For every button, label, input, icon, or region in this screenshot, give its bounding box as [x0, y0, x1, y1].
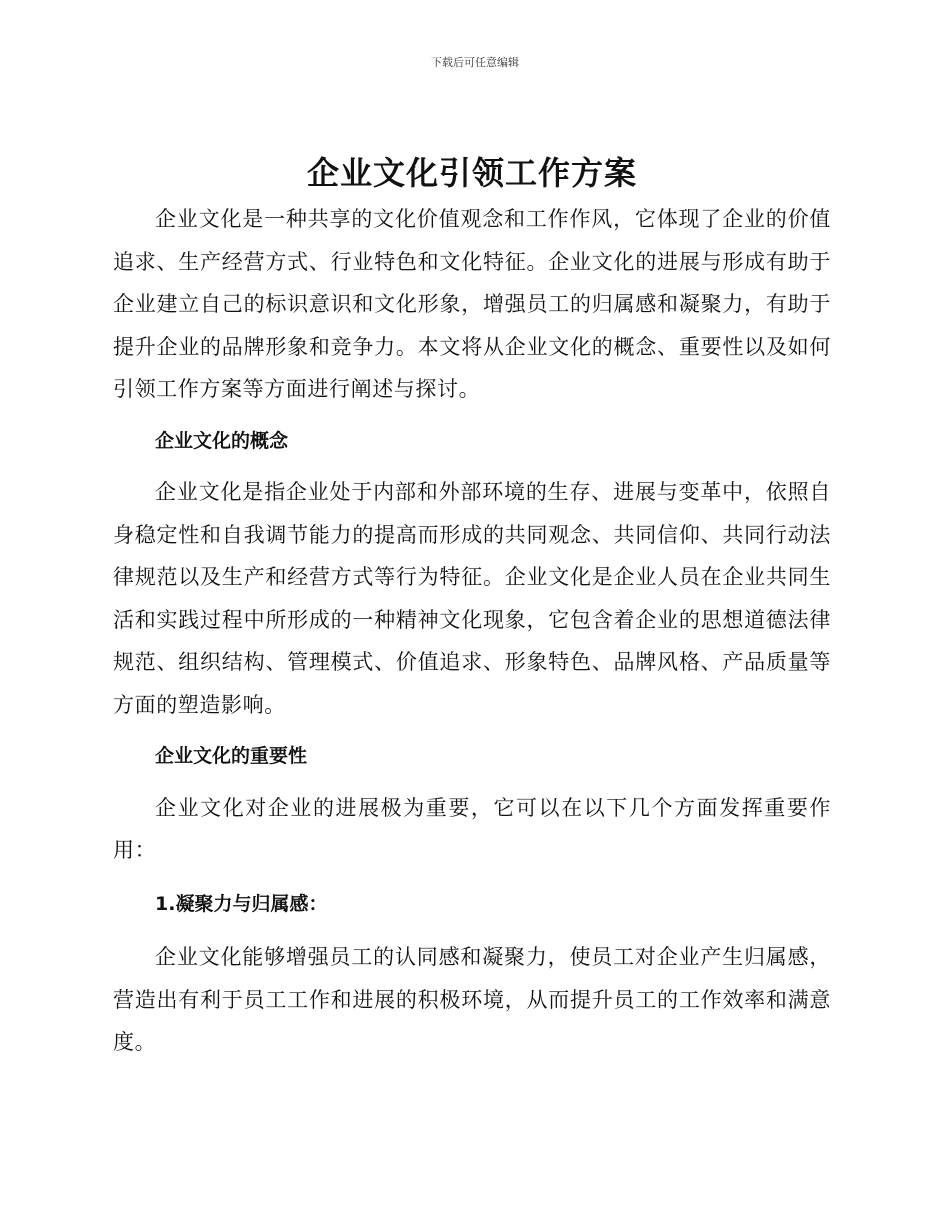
- spacer: [113, 411, 831, 420]
- importance-paragraph: 企业文化对企业的进展极为重要，它可以在以下几个方面发挥重要作用：: [113, 795, 831, 862]
- section-heading-importance: 企业文化的重要性: [155, 745, 308, 767]
- intro-paragraph: 企业文化是一种共享的文化价值观念和工作作风，它体现了企业的价值追求、生产经营方式、行业特色和文化特征。企业文化的进展与形成有助于企业建立自己的标识意识和文化形象，增强员工的归属感和凝聚力，有助于提升企业的品牌形象和竞争力。本文将从企业文化的概念、重要性以及如何引领工作方案等方面进行阐述与探讨。: [113, 207, 831, 401]
- spacer: [113, 925, 831, 936]
- cohesion-paragraph: 企业文化能够增强员工的认同感和凝聚力，使员工对企业产生归属感，营造出有利于员工工作和进展的积极环境，从而提升员工的工作效率和满意度。: [113, 945, 831, 1054]
- document-title: 企业文化引领工作方案: [306, 154, 637, 192]
- spacer: [113, 726, 831, 735]
- section-heading-cohesion: 1.凝聚力与归属感：: [155, 892, 328, 915]
- header-note: 下载后可任意编辑: [431, 56, 519, 69]
- concept-paragraph: 企业文化是指企业处于内部和外部环境的生存、进展与变革中，依照自身稳定性和自我调节能力的提高而形成的共同观念、共同信仰、共同行动法律规范以及生产和经营方式等行为特征。企业文化是企业人员在企业共同生活和实践过程中所形成的一种精神文化现象，它包含着企业的思想道德法律规范、组织结构、管理模式、价值追求、形象特色、品牌风格、产品质量等方面的塑造影响。: [113, 480, 831, 717]
- spacer: [113, 778, 831, 787]
- document-body: [113, 148, 831, 1064]
- spacer: [113, 872, 831, 883]
- section-heading-concept: 企业文化的概念: [155, 429, 289, 452]
- spacer: [113, 462, 831, 471]
